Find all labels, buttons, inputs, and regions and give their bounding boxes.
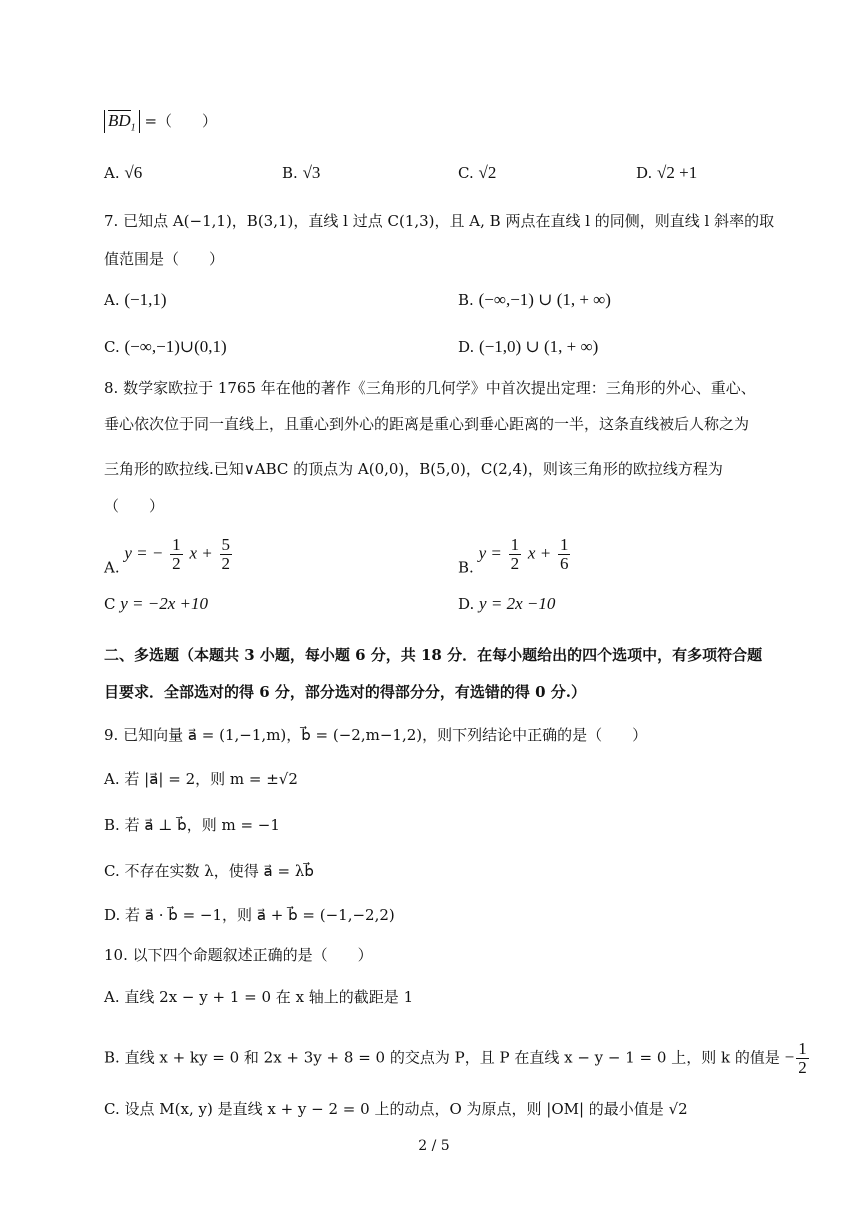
q6-stem-text: =（ ） [144, 112, 218, 130]
numerator: 1 [510, 535, 520, 554]
option-label: B. [104, 816, 120, 834]
q8-option-b [458, 536, 572, 576]
option-value: 若 |a⃗| = 2，则 m = ±√2 [124, 770, 298, 788]
option-value: (−1,1) [124, 290, 167, 309]
option-value: 直线 x + ky = 0 和 2x + 3y + 8 = 0 的交点为 P，且 P 在直线 x − y − 1 = 0 上，则 k 的值是 [124, 1048, 780, 1067]
option-label: A. [104, 164, 120, 182]
equation-mid: x + [527, 543, 552, 563]
numerator: 5 [221, 535, 231, 554]
option-value: y = −2x +10 [120, 594, 209, 613]
q10-option-a [104, 986, 413, 1007]
fraction-sign: − [784, 1047, 795, 1067]
option-label: D. [458, 338, 475, 356]
q10-stem: 10. 以下四个命题叙述正确的是（ ） [104, 946, 373, 964]
fraction [558, 536, 571, 573]
fraction [509, 536, 522, 573]
q6-option-b [282, 163, 320, 183]
denominator: 2 [798, 1057, 807, 1077]
option-label: C. [458, 164, 474, 182]
option-label: D. [104, 906, 121, 924]
q10-option-b [104, 1040, 811, 1077]
q6-stem-tail [104, 110, 217, 133]
q6-option-a [104, 163, 142, 183]
option-label: A. [104, 291, 120, 309]
numerator: 1 [559, 535, 569, 554]
option-label: B. [458, 558, 474, 577]
denominator: 2 [172, 553, 181, 573]
option-label: D. [458, 595, 475, 613]
fraction [170, 536, 183, 573]
option-label: C. [104, 862, 120, 880]
denominator: 2 [221, 553, 231, 573]
q9-option-c [104, 860, 314, 881]
q7-option-c [104, 337, 227, 357]
equation-lhs: y = − [124, 543, 164, 563]
q8-option-d [458, 594, 555, 614]
q8-stem-line3: 三角形的欧拉线.已知∨ABC 的顶点为 A(0,0)，B(5,0)，C(2,4)，则该三角形的欧拉线方程为 [104, 460, 723, 478]
option-value: 若 a⃗ · b⃗ = −1，则 a⃗ + b⃗ = (−1,−2,2) [125, 906, 395, 924]
option-label: A. [104, 988, 120, 1006]
numerator: 1 [798, 1039, 807, 1058]
option-value: 设点 M(x, y) 是直线 x + y − 2 = 0 上的动点，O 为原点，则 |OM| 的最小值是 √2 [124, 1100, 688, 1118]
option-value: 若 a⃗ ⊥ b⃗，则 m = −1 [124, 816, 280, 834]
q7-option-b [458, 290, 611, 310]
option-label: A. [104, 770, 120, 788]
q6-option-d [636, 163, 697, 183]
section2-heading-line1: 二、多选题（本题共 3 小题，每小题 6 分，共 18 分．在每小题给出的四个选项中，有多项符合题 [104, 646, 763, 664]
q7-stem-line2: 值范围是（ ） [104, 250, 225, 268]
q9-option-b [104, 814, 280, 835]
q9-stem: 9. 已知向量 a⃗ = (1,−1,m)，b⃗ = (−2,m−1,2)，则下列结论中正确的是（ ） [104, 726, 648, 744]
vector-bd1-magnitude: $BD_1$ [104, 110, 140, 133]
option-label: C. [104, 1100, 120, 1118]
q7-option-a [104, 290, 167, 310]
q8-option-c [104, 594, 208, 614]
option-value: √6 [124, 163, 143, 182]
section2-heading-line2: 目要求．全部选对的得 6 分，部分选对的得部分分，有选错的得 0 分.） [104, 683, 586, 701]
fraction [220, 536, 233, 573]
option-value: (−∞,−1)∪(0,1) [124, 337, 227, 356]
option-label: B. [458, 291, 474, 309]
option-value: √2 [478, 163, 497, 182]
equation-mid: x + [189, 543, 213, 563]
option-value: √2 +1 [657, 163, 698, 182]
option-label: C. [104, 338, 120, 356]
option-value: (−1,0) ∪ (1, + ∞) [479, 337, 599, 356]
q10-option-c [104, 1098, 688, 1119]
option-label: A. [104, 558, 120, 577]
q8-stem-line4: （ ） [104, 497, 165, 515]
fraction [796, 1040, 809, 1077]
option-value: √3 [302, 163, 321, 182]
option-label: B. [104, 1048, 120, 1067]
option-label: D. [636, 164, 653, 182]
option-label: B. [282, 164, 298, 182]
page-number: 2 / 5 [418, 1138, 450, 1154]
q9-option-a [104, 768, 298, 789]
denominator: 2 [510, 553, 520, 573]
denominator: 6 [559, 553, 569, 573]
q7-stem-line1: 7. 已知点 A(−1,1)，B(3,1)，直线 l 过点 C(1,3)，且 A, B 两点在直线 l 的同侧，则直线 l 斜率的取 [104, 212, 775, 230]
numerator: 1 [172, 535, 181, 554]
q8-option-a [104, 536, 234, 576]
q9-option-d [104, 904, 395, 925]
option-value: 直线 2x − y + 1 = 0 在 x 轴上的截距是 1 [124, 988, 414, 1006]
option-value: 不存在实数 λ，使得 a⃗ = λb⃗ [124, 862, 314, 880]
q8-stem-line2: 垂心依次位于同一直线上，且重心到外心的距离是重心到垂心距离的一半，这条直线被后人称之为 [104, 415, 750, 433]
option-label: C [104, 595, 116, 613]
equation-lhs: y = [478, 543, 502, 563]
q6-option-c [458, 163, 496, 183]
q8-stem-line1: 8. 数学家欧拉于 1765 年在他的著作《三角形的几何学》中首次提出定理：三角形的外心、重心、 [104, 379, 756, 397]
q7-option-d [458, 337, 598, 357]
option-value: y = 2x −10 [479, 594, 556, 613]
option-value: (−∞,−1) ∪ (1, + ∞) [478, 290, 611, 309]
